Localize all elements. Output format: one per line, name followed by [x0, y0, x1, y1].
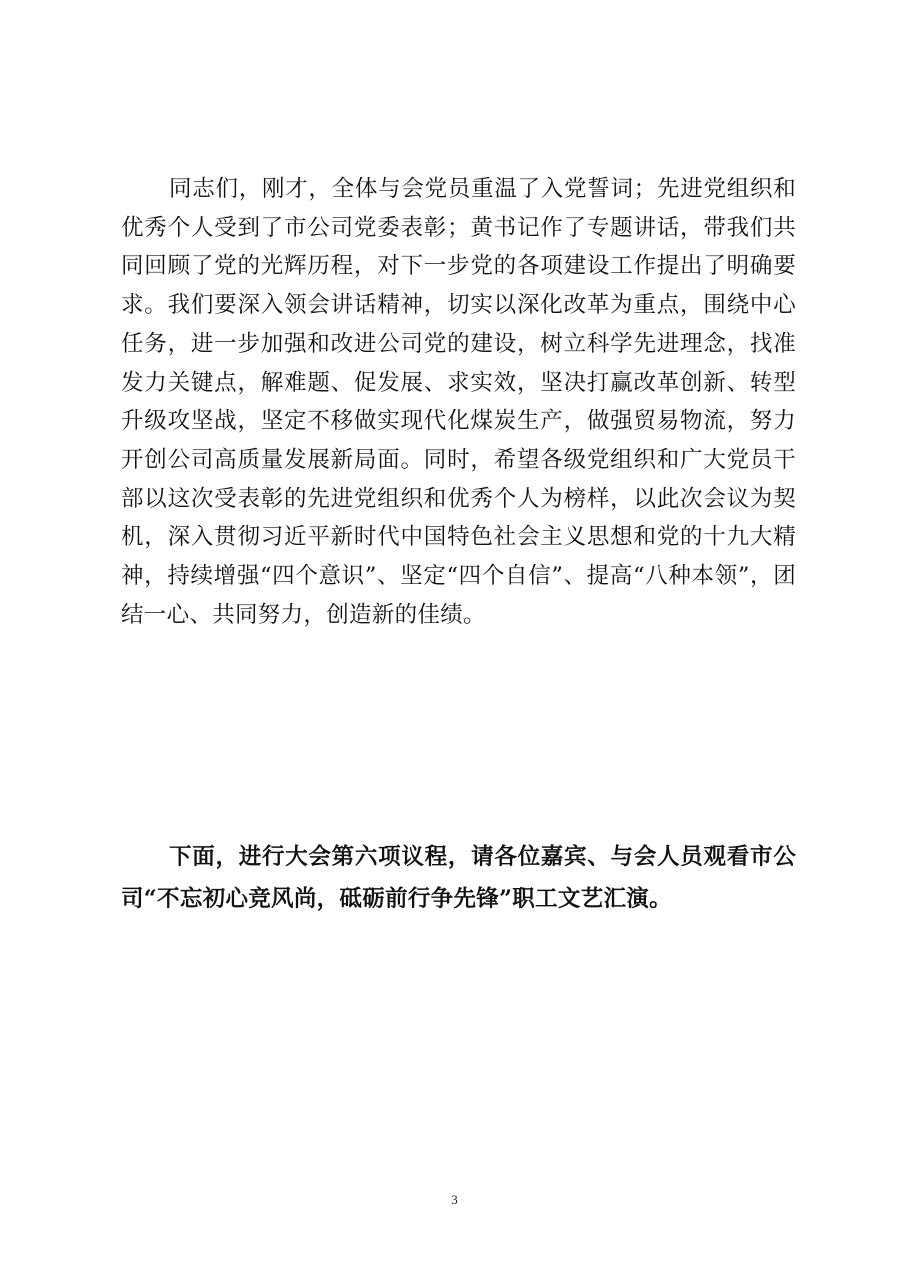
- page-number: 3: [451, 1192, 458, 1207]
- agenda-paragraph: 下面，进行大会第六项议程，请各位嘉宾、与会人员观看市公司“不忘初心竞风尚，砥砺前行争先锋”职工文艺汇演。: [121, 844, 796, 912]
- body-paragraph: 同志们，刚才，全体与会党员重温了入党誓词；先进党组织和优秀个人受到了市公司党委表彰；黄书记作了专题讲话，带我们共同回顾了党的光辉历程，对下一步党的各项建设工作提出了明确要求。我们要深入领会讲话精神，切实以深化改革为重点，围绕中心任务，进一步加强和改进公司党的建设，树立科学先进理念，找准发力关键点，解难题、促发展、求实效，坚决打赢改革创新、转型升级攻坚战，坚定不移做实现代化煤炭生产，做强贸易物流，努力开创公司高质量发展新局面。同时，希望各级党组织和广大党员干部以这次受表彰的先进党组织和优秀个人为榜样，以此次会议为契机，深入贯彻习近平新时代中国特色社会主义思想和党的十九大精神，持续增强“四个意识”、坚定“四个自信”、提高“八种本领”，团结一心、共同努力，创造新的佳绩。: [121, 176, 796, 628]
